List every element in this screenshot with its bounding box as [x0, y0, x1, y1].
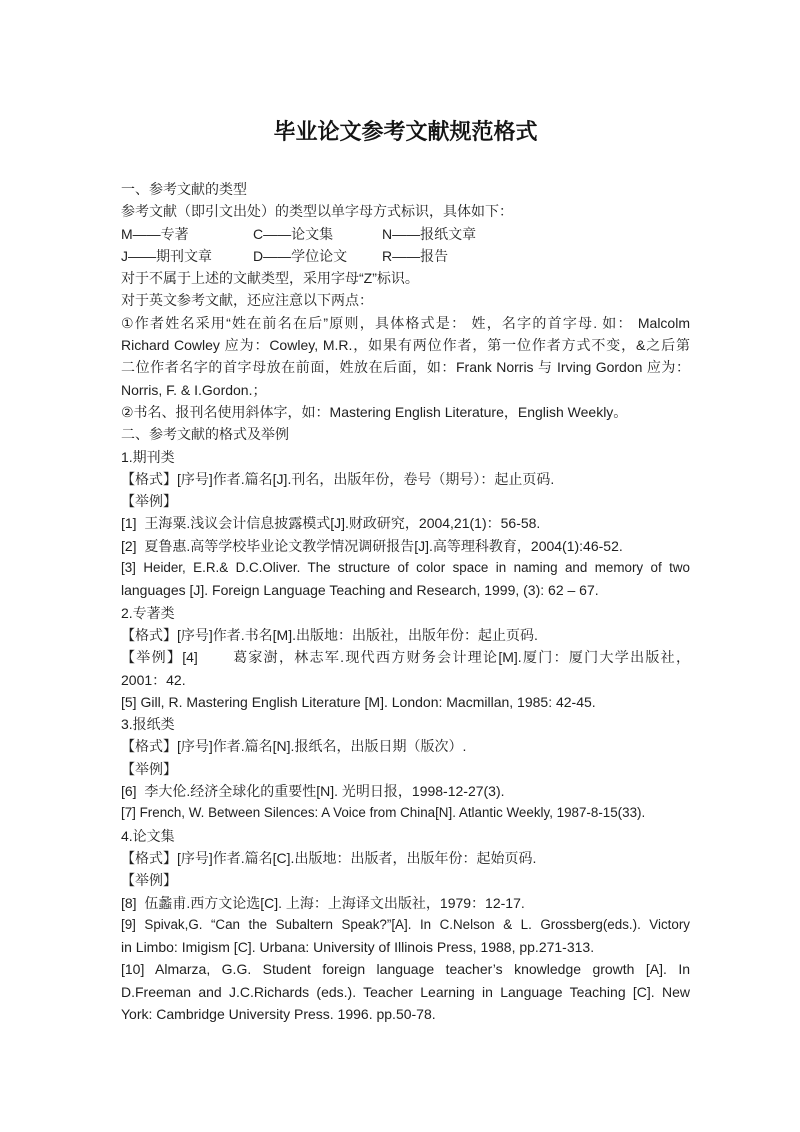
text-line: 参考文献（即引文出处）的类型以单字母方式标识，具体如下： [121, 203, 513, 220]
column-text: R——报告 [382, 247, 449, 264]
text-line: 【举例】 [121, 760, 177, 777]
text-line: in Limbo: Imigism [C]. Urbana: University of Illinois Press, 1988, pp.271-313. [121, 939, 595, 956]
text-line: 3.报纸类 [121, 716, 175, 733]
column-text: C——论文集 [253, 225, 334, 242]
text-line: ①作者姓名采用“姓在前名在后”原则，具体格式是： 姓，名字的首字母. 如： Malcolm [121, 314, 690, 331]
document-body [121, 178, 690, 1025]
text-line: 【格式】[序号]作者.篇名[J].刊名，出版年份，卷号（期号）：起止页码. [121, 470, 555, 487]
column-text: N——报纸文章 [382, 225, 477, 242]
line-part: 葛家澍，林志军.现代西方财务会计理论[M].厦门：厦门大学出版社， [231, 649, 690, 666]
text-line: Norris, F. & I.Gordon.； [121, 381, 267, 398]
text-line: York: Cambridge University Press. 1996. pp.50-78. [121, 1005, 436, 1022]
column-text: J——期刊文章 [121, 247, 212, 264]
text-line [121, 245, 690, 267]
text-line: 【格式】[序号]作者.篇名[N].报纸名，出版日期（版次）. [121, 738, 467, 755]
column-text: M——专著 [121, 225, 189, 242]
document-title: 毕业论文参考文献规范格式 [273, 119, 538, 144]
text-line: [1] 王海粟.浅议会计信息披露模式[J].财政研究，2004,21(1)：56-58. [121, 515, 541, 532]
text-line: 二、参考文献的格式及举例 [121, 426, 289, 443]
text-line [121, 223, 690, 245]
text-line: [9] Spivak,G. “Can the Subaltern Speak?”[A]. In C.Nelson & L. Grossberg(eds.). Victory [121, 916, 690, 932]
text-line: Richard Cowley 应为：Cowley, M.R.，如果有两位作者，第一位作者方式不变，&之后第 [121, 337, 690, 354]
text-line: 2.专著类 [121, 604, 175, 621]
text-line: 1.期刊类 [121, 448, 175, 465]
text-line: [6] 李大伦.经济全球化的重要性[N]. 光明日报，1998-12-27(3). [121, 783, 505, 800]
text-line: 4.论文集 [121, 827, 175, 844]
text-line: 【格式】[序号]作者.篇名[C].出版地：出版者，出版年份：起始页码. [121, 849, 537, 866]
text-line: 【举例】 [121, 872, 177, 889]
column-text: D——学位论文 [253, 247, 348, 264]
text-line: 对于英文参考文献，还应注意以下两点： [121, 292, 373, 309]
text-line: 对于不属于上述的文献类型，采用字母“Z”标识。 [121, 270, 419, 287]
text-line: [3] Heider, E.R.& D.C.Oliver. The structure of color space in naming and memory of two [121, 560, 690, 576]
text-line: [10] Almarza, G.G. Student foreign language teacher’s knowledge growth [A]. In [121, 961, 690, 978]
text-line: 【格式】[序号]作者.书名[M].出版地：出版社，出版年份：起止页码. [121, 626, 538, 643]
line-part: 【举例】[4] [121, 649, 198, 666]
text-line: [7] French, W. Between Silences: A Voice from China[N]. Atlantic Weekly, 1987-8-15(33). [121, 805, 646, 821]
text-line [121, 646, 690, 668]
text-line: D.Freeman and J.C.Richards (eds.). Teacher Learning in Language Teaching [C]. New [121, 983, 690, 1000]
text-line: 【举例】 [121, 493, 177, 510]
text-line: [2] 夏鲁惠.高等学校毕业论文教学情况调研报告[J].高等理科教育，2004(1):46-52. [121, 537, 623, 554]
text-line: [5] Gill, R. Mastering English Literature [M]. London: Macmillan, 1985: 42-45. [121, 693, 596, 710]
text-line: ②书名、报刊名使用斜体字，如：Mastering English Literature，English Weekly。 [121, 403, 628, 420]
text-line: 2001：42. [121, 671, 186, 688]
text-line: languages [J]. Foreign Language Teaching and Research, 1999, (3): 62 – 67. [121, 582, 599, 599]
text-line: 一、参考文献的类型 [121, 181, 247, 197]
text-line: 二位作者名字的首字母放在前面，姓放在后面，如：Frank Norris 与 Irving Gordon 应为： [121, 359, 690, 376]
text-line: [8] 伍蠡甫.西方文论选[C]. 上海：上海译文出版社，1979：12-17. [121, 894, 525, 911]
